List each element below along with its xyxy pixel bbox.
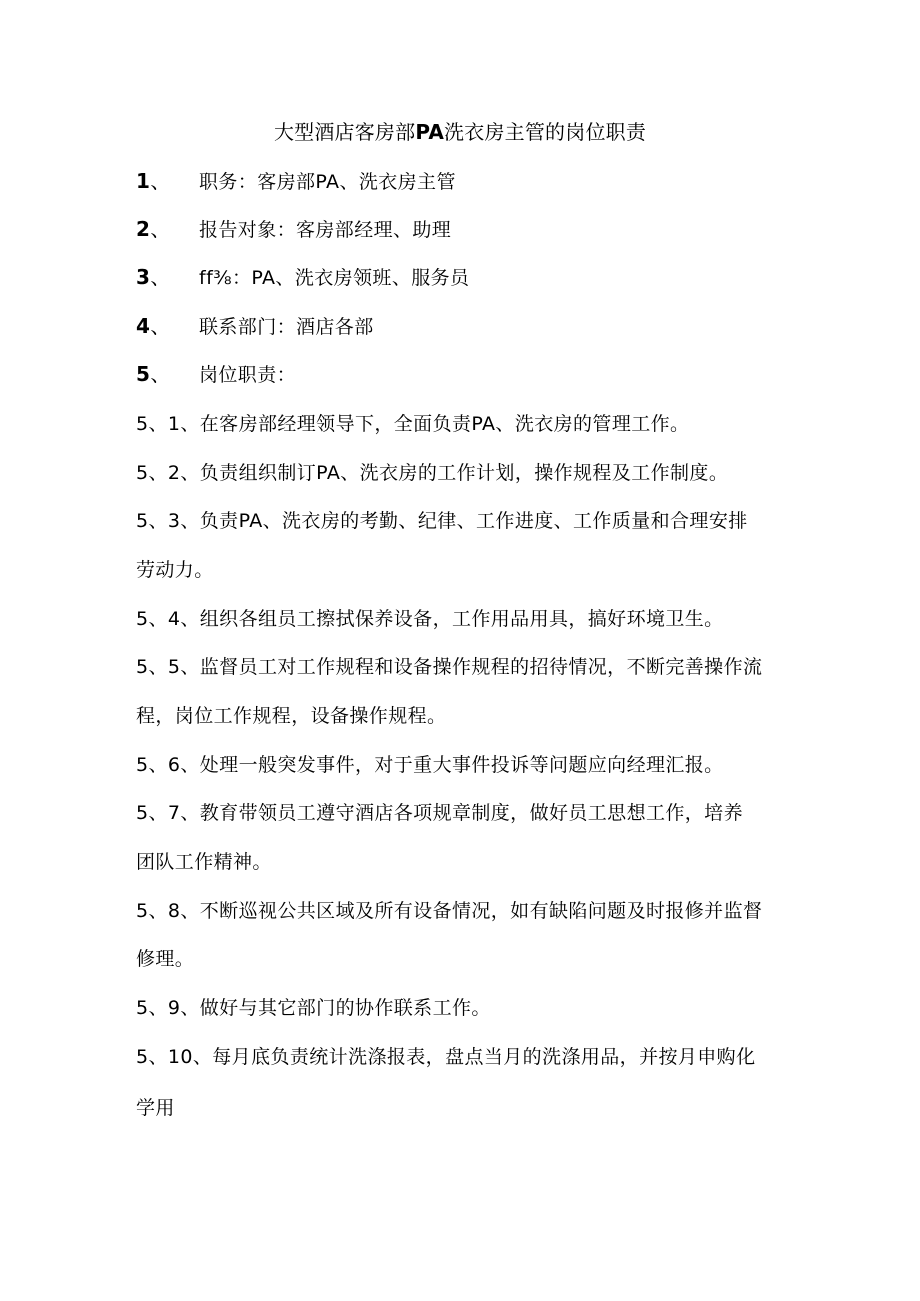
item-5-number: 5、 <box>136 362 171 386</box>
duty-line: 5、7、教育带领员工遵守酒店各项规章制度，做好员工思想工作，培养 <box>136 802 743 824</box>
duty-line-continued: 团队工作精神。 <box>136 851 272 873</box>
item-2-number: 2、 <box>136 217 171 241</box>
duty-line: 5、8、不断巡视公共区域及所有设备情况，如有缺陷问题及时报修并监督 <box>136 900 763 922</box>
duty-line-continued: 劳动力。 <box>136 559 214 581</box>
duty-line-continued: 修理。 <box>136 948 195 970</box>
item-4 <box>136 311 796 342</box>
duty-line: 5、1、在客房部经理领导下，全面负责PA、洗衣房的管理工作。 <box>136 413 690 435</box>
item-5 <box>136 359 796 390</box>
document-title <box>0 117 920 147</box>
item-4-number: 4、 <box>136 314 171 338</box>
duty-line: 5、2、负责组织制订PA、洗衣房的工作计划，操作规程及工作制度。 <box>136 462 729 484</box>
duty-line: 5、3、负责PA、洗衣房的考勤、纪律、工作进度、工作质量和合理安排 <box>136 510 748 532</box>
duty-line-continued: 程，岗位工作规程，设备操作规程。 <box>136 705 447 727</box>
item-3-number: 3、 <box>136 265 171 289</box>
item-4-text: 联系部门：酒店各部 <box>199 316 374 338</box>
title-pa: PA <box>415 120 445 144</box>
item-5-text: 岗位职责： <box>199 364 297 386</box>
item-3 <box>136 262 796 293</box>
item-1-number: 1、 <box>136 169 171 193</box>
item-2-text: 报告对象：客房部经理、助理 <box>199 219 452 241</box>
title-part-2: 洗衣房主管的岗位职责 <box>444 120 647 144</box>
title-part-1: 大型酒店客房部 <box>273 120 416 144</box>
item-3-text: ff⅜：PA、洗衣房领班、服务员 <box>199 267 470 289</box>
duty-line: 5、9、做好与其它部门的协作联系工作。 <box>136 997 491 1019</box>
duty-line: 5、5、监督员工对工作规程和设备操作规程的招待情况，不断完善操作流 <box>136 656 763 678</box>
item-2 <box>136 214 796 245</box>
item-1-text: 职务：客房部PA、洗衣房主管 <box>199 171 456 193</box>
duty-line: 5、4、组织各组员工擦拭保养设备，工作用品用具，搞好环境卫生。 <box>136 608 724 630</box>
duty-line: 5、6、处理一般突发事件，对于重大事件投诉等问题应向经理汇报。 <box>136 754 724 776</box>
duty-line: 5、10、每月底负责统计洗涤报表，盘点当月的洗涤用品，并按月申购化 <box>136 1046 756 1068</box>
duty-line-continued: 学用 <box>136 1097 175 1119</box>
item-1 <box>136 166 796 197</box>
